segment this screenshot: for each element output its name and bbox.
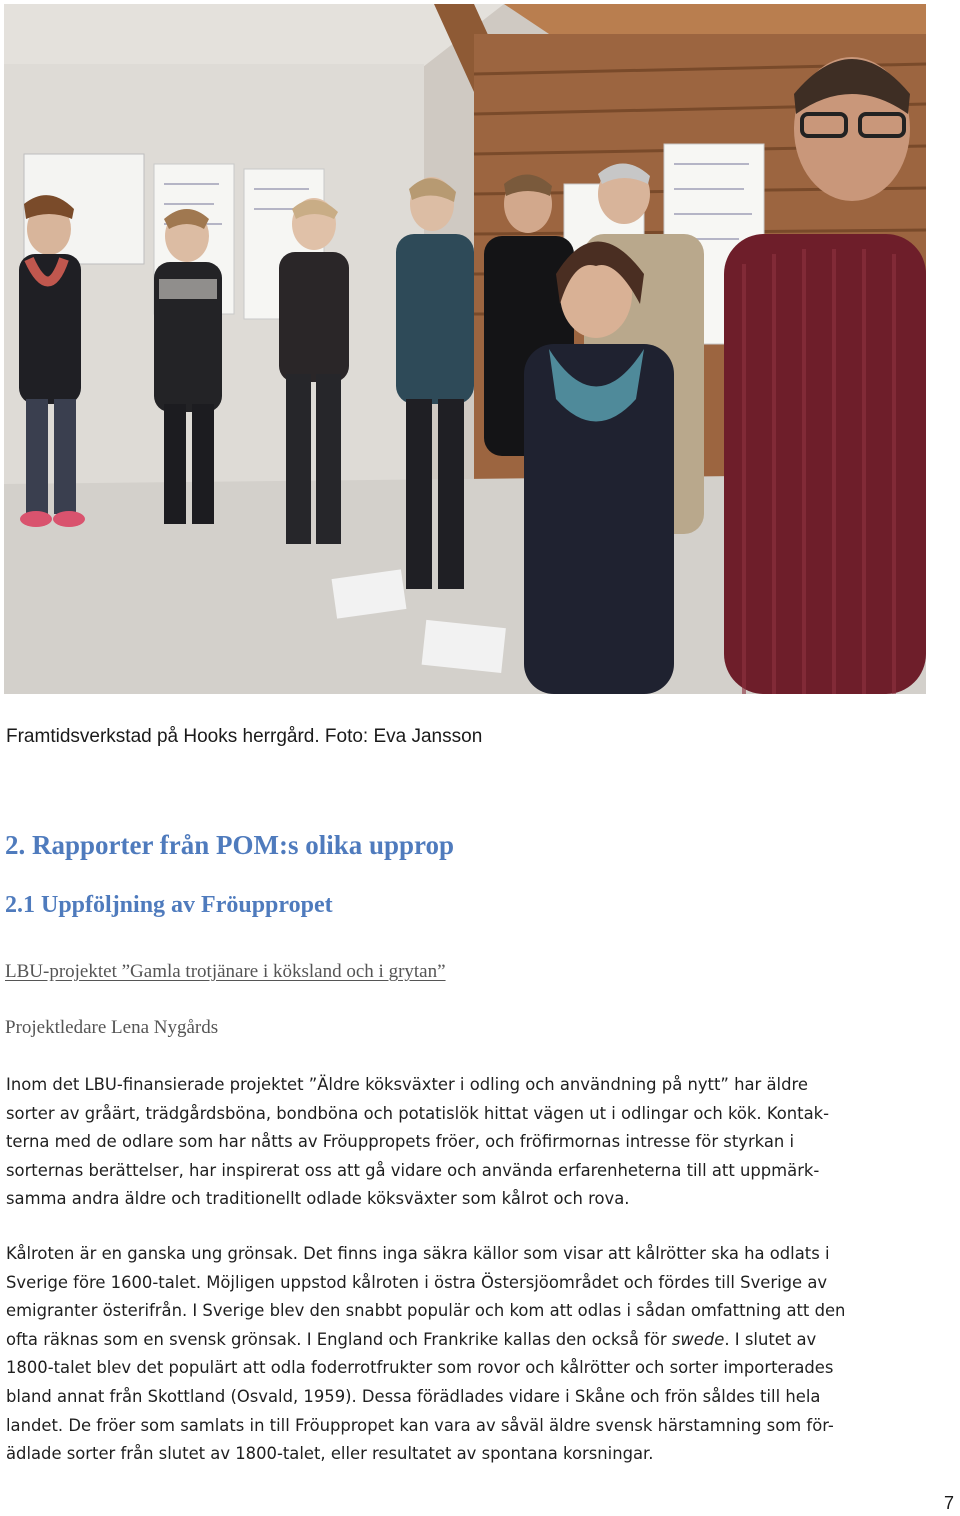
paragraph-line: Sverige före 1600-talet. Möjligen uppstod kålroten i östra Östersjöområdet och fördes till Sverige av xyxy=(6,1272,828,1292)
paragraph-line: Kålroten är en ganska ung grönsak. Det finns inga säkra källor som visar att kålrötter ska ha odlats i xyxy=(6,1244,830,1263)
photo-illustration xyxy=(4,4,926,694)
paragraph-line: emigranter österifrån. I Sverige blev den snabbt populär och kom att odlas i sådan omfattning att den xyxy=(6,1301,846,1321)
project-title: LBU-projektet ”Gamla trotjänare i köksland och i grytan” xyxy=(5,961,446,982)
paragraph-project-description xyxy=(6,1071,958,1214)
project-lead: Projektledare Lena Nygårds xyxy=(5,1017,219,1038)
paragraph-line: Inom det LBU-finansierade projektet ”Äldre köksväxter i odling och användning på nytt” har äldre xyxy=(6,1075,808,1094)
page-number: 7 xyxy=(943,1493,954,1513)
workshop-photo xyxy=(4,4,926,694)
paragraph-line: 1800-talet blev det populärt att odla foderrotfrukter som rovor och kålrötter och sorter importerades xyxy=(6,1358,834,1378)
paragraph-kalrot-history xyxy=(6,1240,958,1469)
paragraph-line: landet. De fröer som samlats in till Fröuppropet kan vara av såväl äldre svensk härstamning som för- xyxy=(6,1415,834,1435)
paragraph-line-with-italic xyxy=(6,1326,958,1355)
paragraph-line: sorter av gråärt, trädgårdsböna, bondböna och potatislök hittat vägen ut i odlingar och kök. Kontak- xyxy=(6,1103,830,1123)
italic-word: swede xyxy=(671,1329,725,1349)
line-text-suffix: . I slutet av xyxy=(724,1329,817,1349)
paragraph-line: ädlade sorter från slutet av 1800-talet, eller resultatet av spontana korsningar. xyxy=(6,1444,654,1464)
paragraph-line: bland annat från Skottland (Osvald, 1959). Dessa förädlades vidare i Skåne och frön såldes till hela xyxy=(6,1386,821,1406)
subsection-heading: 2.1 Uppföljning av Fröuppropet xyxy=(5,892,333,918)
paragraph-line: sorternas berättelser, har inspirerat oss att gå vidare och använda erfarenheterna till att uppmärk- xyxy=(6,1160,820,1180)
paragraph-line: samma andra äldre och traditionellt odlade köksväxter som kålrot och rova. xyxy=(6,1189,630,1209)
line-text: ofta räknas som en svensk grönsak. I England och Frankrike kallas den också för xyxy=(6,1329,672,1349)
section-heading: 2. Rapporter från POM:s olika upprop xyxy=(5,830,455,860)
photo-caption: Framtidsverkstad på Hooks herrgård. Foto: Eva Jansson xyxy=(6,726,483,747)
paragraph-line: terna med de odlare som har nåtts av Fröuppropets fröer, och fröfirmornas intresse för styrkan i xyxy=(6,1132,795,1152)
